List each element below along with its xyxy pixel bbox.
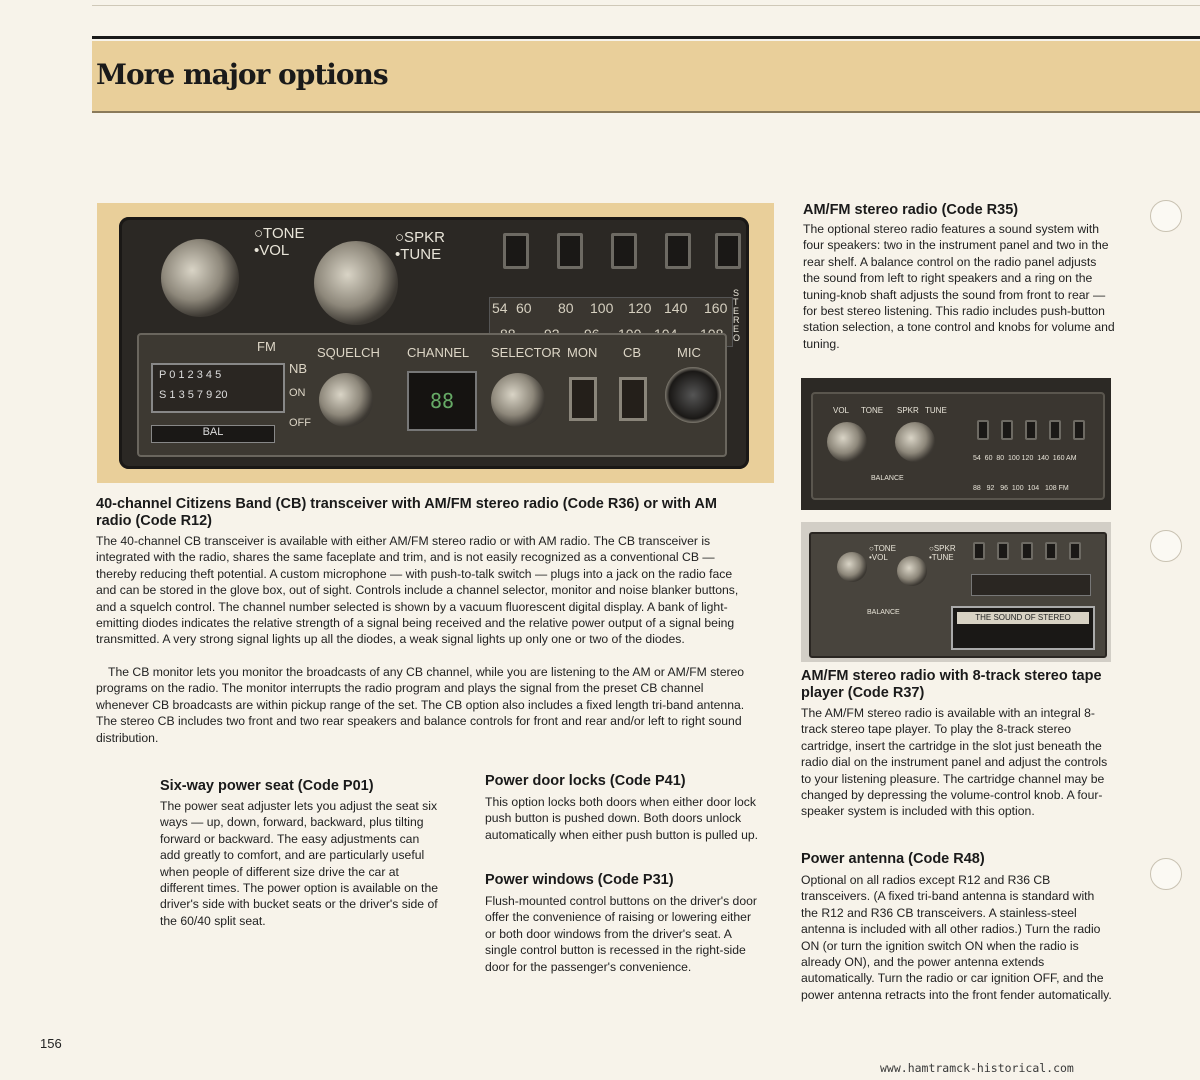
tone-label: ○TONE — [869, 544, 896, 553]
fm-label: FM — [257, 339, 276, 354]
am-tick: 100 — [590, 300, 614, 316]
preset-button — [1069, 542, 1081, 560]
preset-button-5 — [715, 233, 741, 269]
binder-hole — [1150, 530, 1182, 562]
locks-body: This option locks both doors when either door lock push button is pushed down. Both doors unlock automatically when either push button is pulled up. — [485, 795, 759, 842]
channel-label: CHANNEL — [407, 345, 470, 360]
spkr-tune-knob — [897, 556, 927, 586]
eight-track-heading: AM/FM stereo radio with 8-track stereo tape player (Code R37) — [801, 668, 1102, 701]
squelch-label: SQUELCH — [317, 345, 380, 360]
top-thin-rule — [92, 5, 1200, 6]
banner-underline — [92, 111, 1200, 113]
tone-label: TONE — [861, 406, 884, 415]
watermark: www.hamtramck-historical.com — [880, 1061, 1074, 1075]
vol-label: VOL — [833, 406, 850, 415]
seat-body: The power seat adjuster lets you adjust the seat six ways — up, down, forward, backward, plus tilting forward or backward. The easy adjustments can add greatly to comfort, and are particularly useful when people of different size drive the car at different times. The power option is available on the driver's side with bucket seats or the driver's side of the 60/40 split seat. — [160, 799, 438, 928]
balance-label: BALANCE — [867, 609, 900, 616]
antenna-heading: Power antenna (Code R48) — [801, 851, 985, 867]
cb-label: CB — [623, 345, 642, 360]
cb-radio-photo — [97, 203, 774, 483]
cb-heading: 40-channel Citizens Band (CB) transceiver with AM/FM stereo radio (Code R36) or with AM radio (Code R12) — [96, 496, 717, 529]
preset-button — [1073, 420, 1085, 440]
locks-heading: Power door locks (Code P41) — [485, 773, 686, 789]
am-tick: 80 — [558, 300, 574, 316]
preset-button-2 — [557, 233, 583, 269]
tone-vol-knob — [161, 239, 239, 317]
nb-label: NB — [289, 361, 308, 376]
spkr-label: ○SPKR — [929, 544, 956, 553]
windows-heading: Power windows (Code P31) — [485, 872, 674, 888]
squelch-knob — [319, 373, 373, 427]
vol-label: •VOL — [254, 242, 290, 259]
tone-vol-knob — [837, 552, 867, 582]
spkr-label: SPKR — [897, 406, 919, 415]
tune-label: •TUNE — [395, 246, 442, 263]
amfm-radio-photo — [801, 378, 1111, 510]
preset-button-1 — [503, 233, 529, 269]
amfm-heading: AM/FM stereo radio (Code R35) — [803, 202, 1019, 218]
tuning-dial — [971, 574, 1091, 596]
selector-knob — [491, 373, 545, 427]
stereo-label: STEREO — [733, 288, 741, 343]
preset-button — [1045, 542, 1057, 560]
preset-button — [997, 542, 1009, 560]
mic-jack — [665, 367, 721, 423]
am-tick: 54 — [492, 300, 508, 316]
tape-cartridge — [951, 606, 1095, 650]
cb-paragraph-1: The 40-channel CB transceiver is available with either AM/FM stereo radio or with AM radio. The CB transceiver is integrated with the radio, shares the same faceplate and trim, and is not easily recognized as a conventional CB — thereby reducing theft potential. A custom microphone — with push-to-talk switch — plugs into a jack on the radio face and can be stored in the glove box, out of sight. Controls include a channel selector, monitor and noise blanker buttons, and a squelch control. The channel number selected is shown by a vacuum fluorescent digital display. A bank of light-emitting diodes indicates the relative strength of a signal being received and the relative power output of a signal being transmitted. A very strong signal lights up all the diodes, a weak signal lights up only one or two of the diodes. — [96, 534, 739, 647]
mon-label: MON — [567, 345, 598, 360]
vol-knob — [827, 422, 867, 462]
balance-label: BALANCE — [871, 475, 904, 482]
balance-slider: BAL — [151, 425, 275, 443]
seat-heading: Six-way power seat (Code P01) — [160, 778, 374, 794]
preset-button — [1025, 420, 1037, 440]
off-label: OFF — [289, 417, 311, 429]
top-rule — [92, 36, 1200, 39]
spkr-tune-knob — [314, 241, 398, 325]
eight-track-body: The AM/FM stereo radio is available with an integral 8-track stereo tape player. To play the 8-track stereo cartridge, insert the cartridge in the slot just beneath the radio dial on the instrument panel and adjust the controls to your listening pleasure. The cartridge channel may be changed by depressing the volume-control knob. A four-speaker system is included with this option. — [801, 706, 1108, 819]
tune-label: •TUNE — [929, 553, 954, 562]
radio-faceplate — [119, 217, 749, 469]
am-tick: 160 — [704, 300, 728, 316]
amfm-faceplate — [811, 392, 1105, 500]
cb-paragraph-2: The CB monitor lets you monitor the broadcasts of any CB channel, while you are listening to the AM or AM/FM stereo programs on the radio. The monitor interrupts the radio program and plays the signal from the preset CB channel whenever CB broadcasts are within pickup range of the set. The CB option also includes a fixed length tri-band antenna. The stereo CB includes two front and two rear speakers and balance controls for front and rear and/or left to right sound distribution. — [96, 665, 745, 745]
preset-button — [1049, 420, 1061, 440]
cb-control-panel — [137, 333, 727, 457]
vol-label: •VOL — [869, 553, 888, 562]
spkr-label: ○SPKR — [395, 229, 445, 246]
eight-track-radio-photo — [801, 522, 1111, 662]
mon-button — [569, 377, 597, 421]
binder-hole — [1150, 200, 1182, 232]
am-tick: 120 — [628, 300, 652, 316]
tune-label: TUNE — [925, 406, 947, 415]
tone-label: ○TONE — [254, 225, 305, 242]
preset-button — [973, 542, 985, 560]
amfm-body: The optional stereo radio features a sound system with four speakers: two in the instrument panel and two in the rear shelf. A balance control on the radio panel adjusts the sound from left to right speakers and a ring on the tuning-knob shaft adjusts the sound from front to rear — for best stereo listening. This radio includes push-button station selection, a tone control and knobs for volume and tuning. — [803, 222, 1115, 351]
am-tick: 140 — [664, 300, 688, 316]
page-number: 156 — [40, 1036, 62, 1051]
am-tick: 60 — [516, 300, 532, 316]
led-bank — [151, 363, 285, 413]
preset-button-3 — [611, 233, 637, 269]
on-label: ON — [289, 387, 306, 399]
fm-scale: 88 92 96 100 104 108 FM — [973, 485, 1069, 492]
preset-button-4 — [665, 233, 691, 269]
led-row-bottom: S 1 3 5 7 9 20 — [159, 389, 228, 401]
preset-button — [1001, 420, 1013, 440]
page-title: More major options — [96, 58, 388, 91]
binder-hole — [1150, 858, 1182, 890]
led-row-top: P 0 1 2 3 4 5 — [159, 369, 222, 381]
windows-body: Flush-mounted control buttons on the driver's door offer the convenience of raising or lowering either or both door windows from the driver's seat. A single control button is recessed in the right-side door for the passenger's convenience. — [485, 894, 757, 974]
cb-button — [619, 377, 647, 421]
mic-label: MIC — [677, 345, 701, 360]
antenna-body: Optional on all radios except R12 and R36 CB transceivers. (A fixed tri-band antenna is standard with the R12 and R36 CB transceivers. A stainless-steel antenna is included with all other radios.) Turn the radio ON (or turn the ignition switch ON when the radio is already ON), and the power antenna extends automatically. Turn the radio or car ignition OFF, and the power antenna retracts into the front fender automatically. — [801, 873, 1112, 1002]
selector-label: SELECTOR — [491, 345, 561, 360]
tape-label: THE SOUND OF STEREO — [957, 612, 1089, 624]
preset-button — [977, 420, 989, 440]
eight-track-faceplate — [809, 532, 1107, 658]
preset-button — [1021, 542, 1033, 560]
am-scale: 54 60 80 100 120 140 160 AM — [973, 455, 1077, 462]
channel-display: 88 — [407, 371, 477, 431]
tune-knob — [895, 422, 935, 462]
